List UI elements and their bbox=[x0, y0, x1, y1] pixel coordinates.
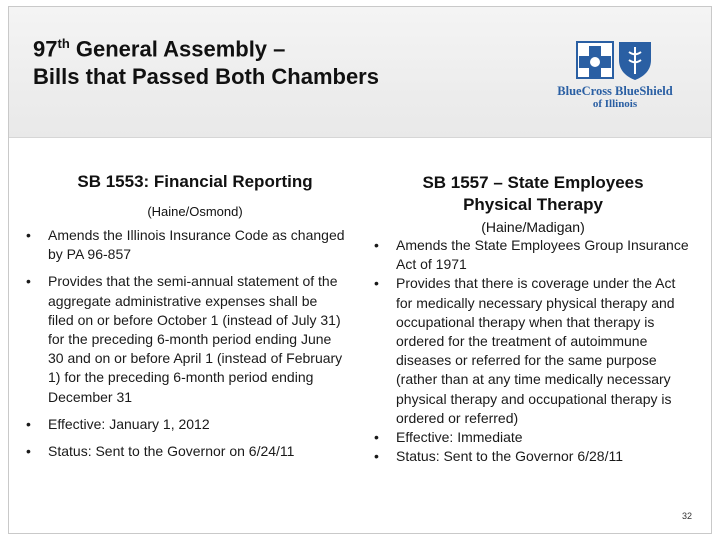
bcbs-logo bbox=[540, 38, 690, 118]
list-item: • Status: Sent to the Governor on 6/24/11 bbox=[26, 442, 346, 461]
header-divider bbox=[9, 137, 711, 138]
left-sponsor: (Haine/Osmond) bbox=[147, 204, 243, 219]
logo-brand-text: BlueCross BlueShield bbox=[557, 84, 673, 98]
list-item: • Status: Sent to the Governor 6/28/11 bbox=[374, 447, 694, 466]
list-item: • Provides that there is coverage under the Act for medically necessary physical therapy and occupational therapy when that therapy is ordered for the treatment of autoimmune diseases or referred for the same purpose (rather than at any time medically necessary physical therapy and occupational therapy is ordered or referred) bbox=[374, 275, 676, 426]
left-bullet-list bbox=[26, 226, 346, 469]
logo-state-text: of Illinois bbox=[592, 98, 638, 110]
bullet-icon: • bbox=[374, 237, 379, 253]
slide-title: 97th General Assembly – Bills that Passed Both Chambers bbox=[33, 36, 379, 90]
right-sponsor: (Haine/Madigan) bbox=[481, 219, 585, 235]
blue-shield-icon bbox=[619, 42, 651, 80]
left-heading: SB 1553: Financial Reporting bbox=[77, 172, 313, 191]
bullet-icon: • bbox=[26, 443, 31, 460]
logo-marks bbox=[575, 38, 655, 87]
right-heading: SB 1557 – State Employees Physical Therapy bbox=[422, 173, 644, 214]
page-number: 32 bbox=[681, 511, 692, 521]
list-item: • Amends the State Employees Group Insurance Act of 1971 bbox=[374, 237, 689, 273]
bullet-icon: • bbox=[26, 273, 31, 290]
right-bullet-list bbox=[374, 236, 694, 466]
bullet-icon: • bbox=[26, 415, 31, 432]
bullet-icon: • bbox=[374, 275, 379, 292]
bullet-icon: • bbox=[26, 227, 31, 243]
bullet-icon: • bbox=[374, 448, 379, 465]
list-item: • Amends the Illinois Insurance Code as changed by PA 96-857 bbox=[26, 227, 345, 263]
blue-cross-icon bbox=[577, 42, 613, 78]
list-item: • Effective: Immediate bbox=[374, 428, 694, 447]
bullet-icon: • bbox=[374, 429, 379, 446]
list-item: • Provides that the semi-annual statement of the aggregate administrative expenses shall be filed on or before October 1 (instead of July 31) for the preceding 6-month period ending June 30 and on or before April 1 (instead of February 1) for the preceding 6-month period ending December 31 bbox=[26, 273, 343, 405]
list-item: • Effective: January 1, 2012 bbox=[26, 415, 346, 434]
